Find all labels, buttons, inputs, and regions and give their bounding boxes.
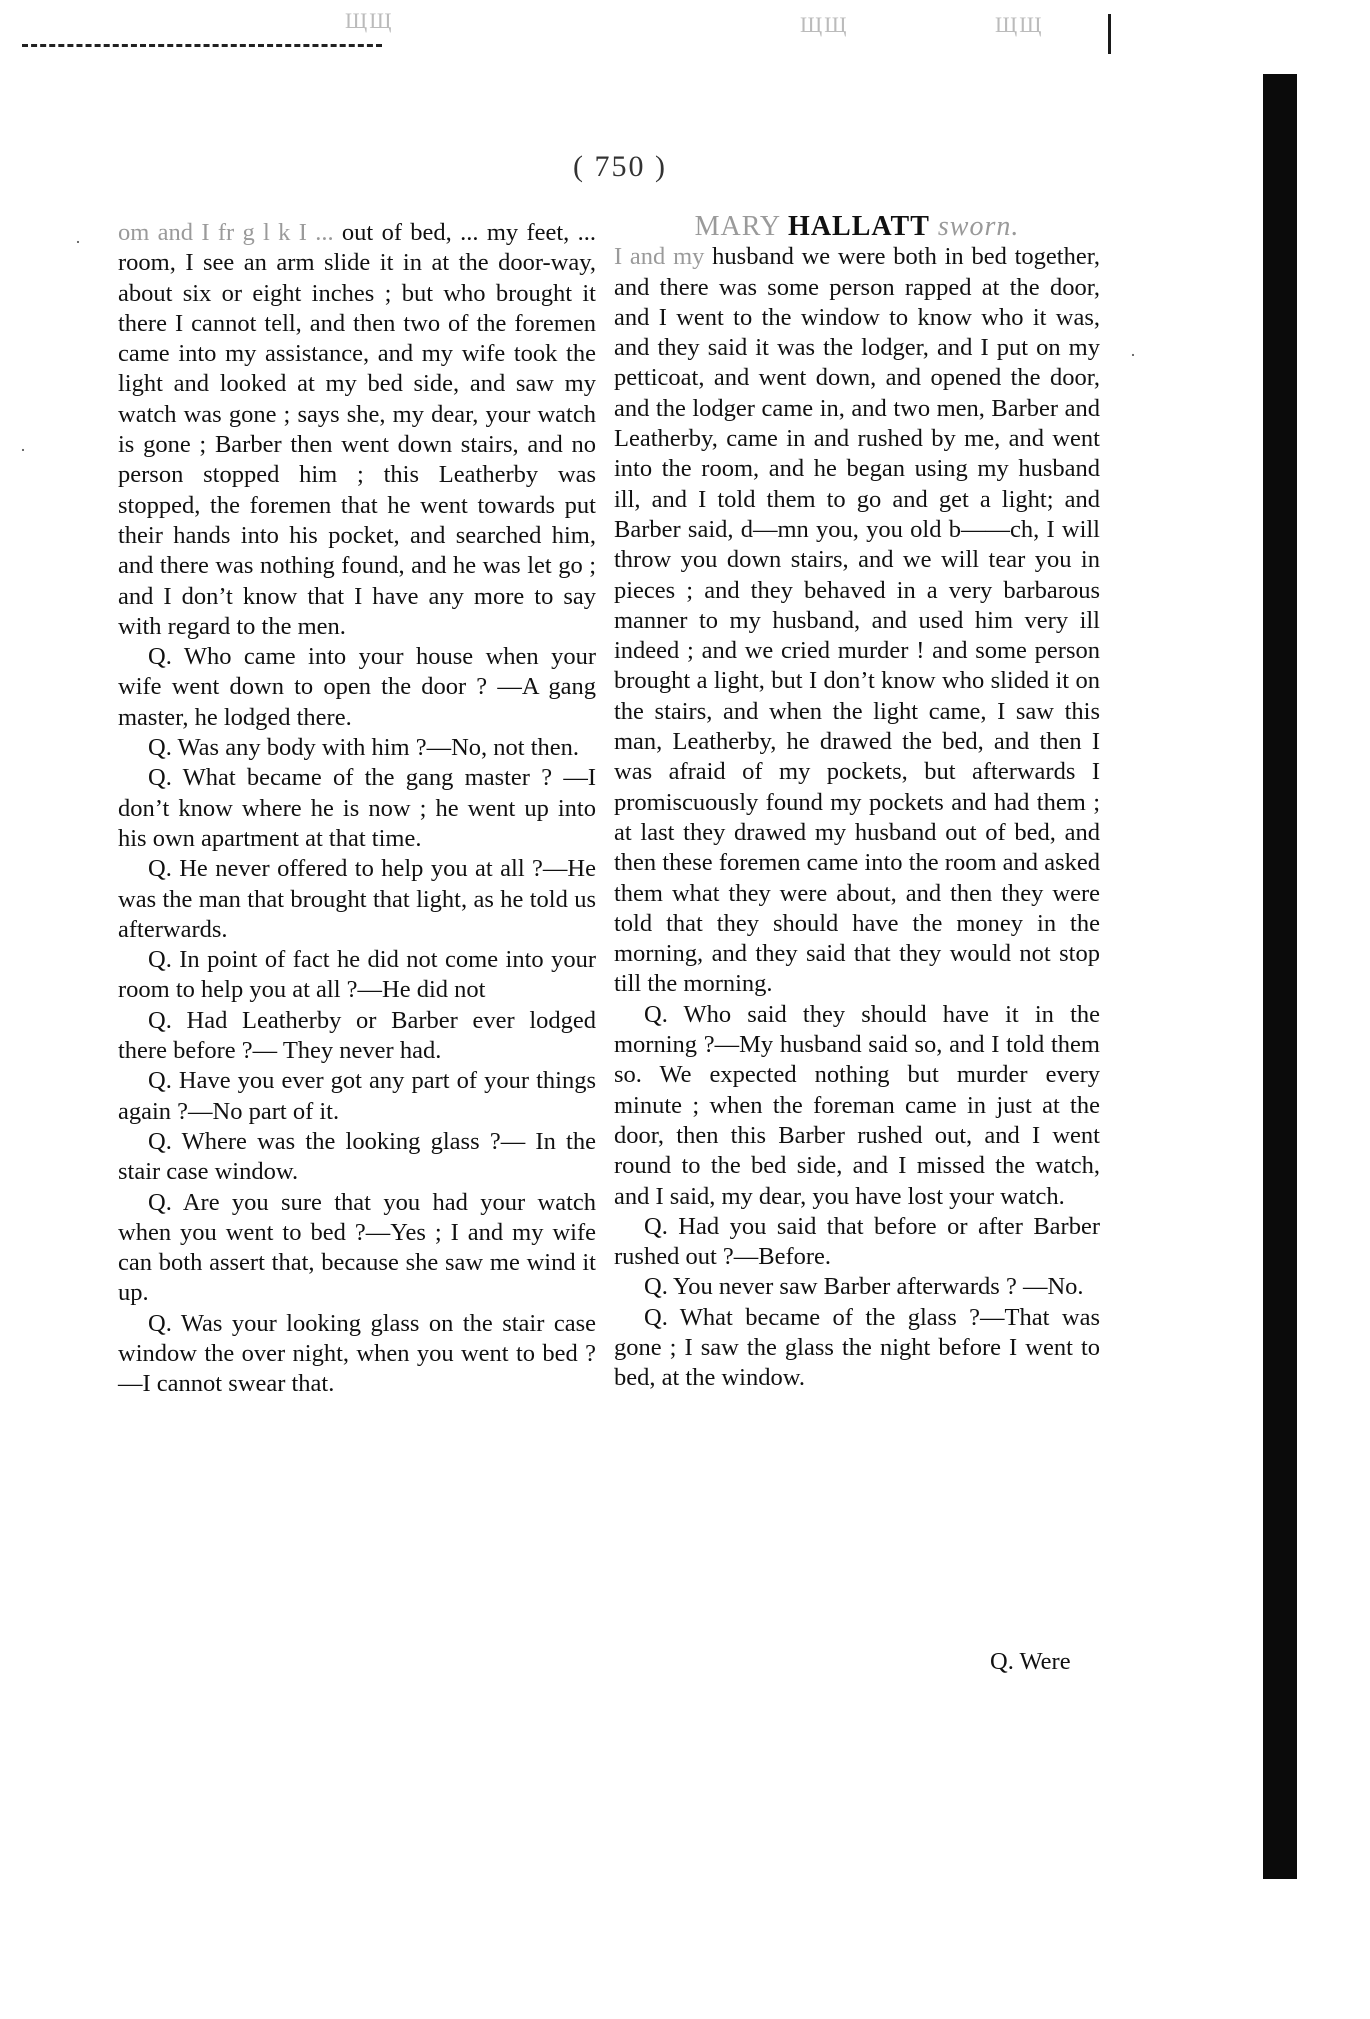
question-paragraph: Q. Are you sure that you had your watch when you went to bed ?—Yes ; I and my wife can both assert that, because she saw me wind it up. xyxy=(118,1188,596,1307)
question-paragraph: Q. Was your looking glass on the stair case window the over night, when you went to bed ?—I cannot swear that. xyxy=(118,1309,596,1398)
question-paragraph: Q. Had Leatherby or Barber ever lodged there before ?— They never had. xyxy=(118,1006,596,1065)
page-number: ( 750 ) xyxy=(573,150,667,183)
question-paragraph: Q. Who came into your house when your wife went down to open the door ? —A gang master, he lodged there. xyxy=(118,643,596,731)
question-paragraph: Q. You never saw Barber afterwards ? —No. xyxy=(644,1273,1084,1301)
witness-heading xyxy=(614,212,1100,242)
catchword: Q. Were xyxy=(990,1648,1071,1675)
heading-faded: MARY xyxy=(694,211,781,242)
question-paragraph: Q. Was any body with him ?—No, not then. xyxy=(148,734,580,762)
left-column xyxy=(118,218,596,1400)
heading-sworn: sworn. xyxy=(937,211,1020,242)
top-smudge-2: ЩЩ xyxy=(800,12,849,37)
faded-text: I and my xyxy=(614,243,713,271)
question-paragraph: Q. He never offered to help you at all ?—He was the man that brought that light, as he told us afterwards. xyxy=(118,855,596,943)
witness-name: HALLATT xyxy=(788,211,930,242)
question-paragraph: Q. Had you said that before or after Barber rushed out ?—Before. xyxy=(614,1212,1100,1271)
question-paragraph: Q. Have you ever got any part of your things again ?—No part of it. xyxy=(118,1067,596,1125)
question-paragraph: Q. Who said they should have it in the morning ?—My husband said so, and I told them so. We expected nothing but murder every minute ; when the foreman came in just at the door, then this Barber rushed out, and I went round to the bed side, and I missed the watch, and I said, my dear, you have lost your watch. xyxy=(614,1000,1100,1210)
scan-dash-line xyxy=(22,44,382,47)
stray-mark: · xyxy=(1130,345,1136,365)
paragraph xyxy=(118,218,596,642)
question-paragraph: Q. Where was the looking glass ?— In the stair case window. xyxy=(118,1127,596,1186)
stray-mark: · xyxy=(75,232,81,252)
stray-mark: · xyxy=(20,440,26,460)
paragraph-text: out of bed, ... my feet, ... room, I see an arm slide it in at the door-way, about six or eight inches ; but who brought it there I cannot tell, and then two of the foremen came into my assistance, and my wife took the light and looked at my bed side, and saw my watch was gone ; says she, my dear, your watch is gone ; Barber then went down stairs, and no person stopped him ; this Leatherby was stopped, the foremen that he went towards put their hands into his pocket, and searched him, and there was nothing found, and he was let go ; and I don’t know that I have any more to say with regard to the men. xyxy=(118,219,596,640)
paragraph-text: husband we were both in bed together, and there was some person rapped at the door, and I went to the window to know who it was, and they said it was the lodger, and I put on my petticoat, and went down, and opened the door, and the lodger came in, and two men, Barber and Leatherby, came in and rushed by me, and went into the room, and he began using my husband ill, and I told them to go and get a light; and Barber said, d—mn you, you old b——ch, I will throw you down stairs, and we will tear you in pieces ; and they behaved in a very barbarous manner to my husband, and used him very ill indeed ; and we cried murder ! and some person brought a light, but I don’t know who slided it on the stairs, and when the light came, I saw this man, Leatherby, he drawed the bed, and then I was afraid of my pockets, but afterwards I promiscuously found my pockets and had them ; at last they drawed my husband out of bed, and then these foremen came into the room and asked them what they were about, and then they were told that they should have the money in the morning, and they said that they would not stop till the morning. xyxy=(614,243,1101,998)
faded-text: om and I fr g l k I ... xyxy=(118,219,334,246)
question-paragraph: Q. What became of the gang master ? —I don’t know where he is now ; he went up into his own apartment at that time. xyxy=(118,764,596,852)
top-smudge-1: ЩЩ xyxy=(345,8,394,33)
question-paragraph: Q. What became of the glass ?—That was gone ; I saw the glass the night before I went to bed, at the window. xyxy=(614,1303,1100,1392)
right-column xyxy=(614,212,1100,1394)
scan-tick-mark xyxy=(1108,14,1111,54)
paragraph xyxy=(614,242,1100,999)
scan-edge-bar xyxy=(1263,74,1297,1879)
top-smudge-3: ЩЩ xyxy=(995,12,1044,37)
question-paragraph: Q. In point of fact he did not come into your room to help you at all ?—He did not xyxy=(118,946,596,1004)
